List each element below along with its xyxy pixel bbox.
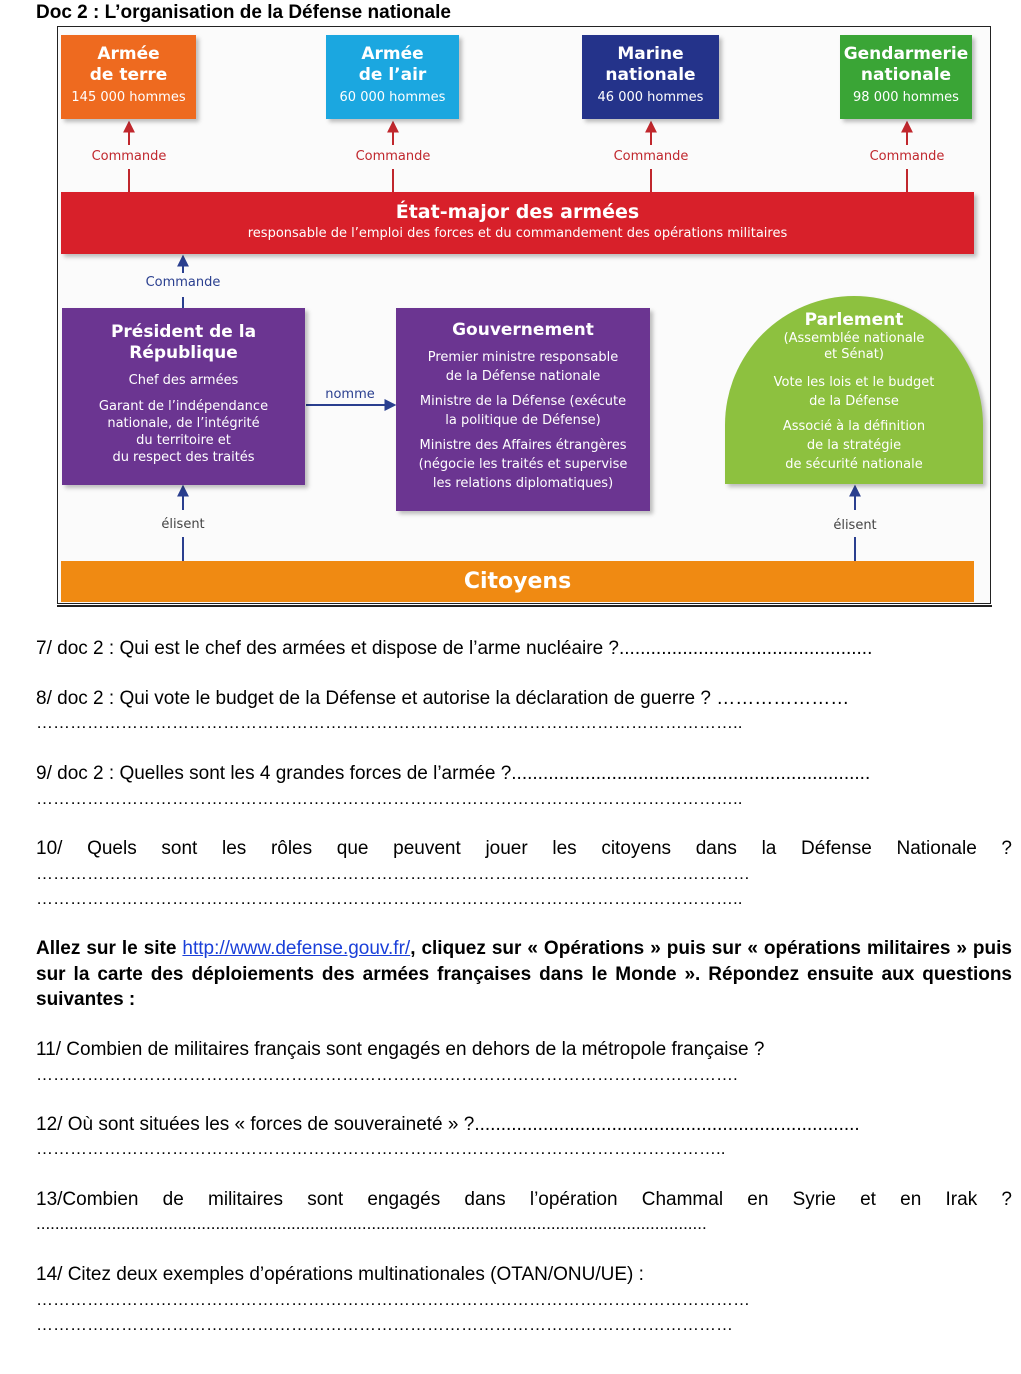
citizens-banner — [61, 561, 974, 602]
question-12 — [36, 1112, 1012, 1137]
question-9-answer-line: …………………………………………………………………………………………………………….. — [36, 789, 743, 808]
question-13-answer-line: .............................................................................................................................................. — [36, 1214, 707, 1233]
government-prime-minister: Premier ministre responsable de la Défense nationale — [427, 350, 619, 384]
force-air-count: 60 000 hommes — [339, 90, 446, 105]
parliament-strategy: Associé à la définition de la stratégie de sécurité nationale — [782, 419, 926, 472]
president-role-guarantor: Garant de l’indépendance nationale, de l’intégrité du territoire et du respect des traités — [98, 399, 269, 465]
question-14-answer-line-1: ……………………………………………………………………………………………………………… — [36, 1290, 750, 1309]
question-12-answer-line: ………………………………………………………………………………………………………….. — [36, 1139, 726, 1158]
question-9-text: 9/ doc 2 : Quelles sont les 4 grandes forces de l’armée ? — [36, 763, 512, 784]
force-army-name: Armée de terre — [89, 44, 168, 85]
question-14-text: 14/ Citez deux exemples d’opérations multinationales (OTAN/ONU/UE) : — [36, 1264, 644, 1285]
instructions-paragraph — [36, 936, 1012, 1013]
force-navy-name: Marine nationale — [605, 44, 696, 85]
question-10-answer-line-2: …………………………………………………………………………………………………………….. — [36, 889, 743, 908]
question-13-text: 13/Combien de militaires sont engagés dans l’opération Chammal en Syrie et en Irak ? — [36, 1189, 1012, 1210]
commande-label-navy: Commande — [613, 149, 689, 164]
elisent-label-president: élisent — [161, 517, 205, 532]
question-9 — [36, 761, 1012, 786]
parliament-budget: Vote les lois et le budget de la Défense — [773, 375, 935, 409]
question-11-text: 11/ Combien de militaires français sont engagés en dehors de la métropole française ? — [36, 1039, 765, 1060]
question-10-answer-line-1: ……………………………………………………………………………………………………………… — [36, 864, 750, 883]
government-defense-minister: Ministre de la Défense (exécute la politique de Défense) — [419, 394, 627, 428]
question-12-text: 12/ Où sont situées les « forces de souveraineté » ? — [36, 1114, 475, 1135]
document-title: Doc 2 : L’organisation de la Défense nationale — [36, 2, 451, 23]
staff-subtitle: responsable de l’emploi des forces et du commandement des opérations militaires — [247, 226, 788, 241]
commande-label-army: Commande — [91, 149, 167, 164]
parliament-title: Parlement — [804, 310, 904, 330]
force-navy-count: 46 000 hommes — [597, 90, 704, 105]
commande-label-president: Commande — [145, 275, 221, 290]
citizens-label: Citoyens — [463, 569, 572, 594]
question-8-answer-line: …………………………………………………………………………………………………………….. — [36, 713, 743, 732]
force-gendarmerie-box — [840, 35, 972, 119]
president-role-chief: Chef des armées — [128, 373, 239, 388]
question-12-dots: ......................................................................... — [474, 1114, 860, 1135]
instructions-intro: Allez sur le site — [36, 938, 183, 959]
staff-banner — [61, 192, 974, 254]
government-foreign-minister: Ministre des Affaires étrangères (négocie les traités et supervise les relations diplomatiques) — [418, 438, 628, 491]
question-10-text: 10/ Quels sont les rôles que peuvent jouer les citoyens dans la Défense Nationale ? — [36, 838, 1012, 859]
nomme-label: nomme — [325, 387, 375, 402]
parliament-subtitle: (Assemblée nationale et Sénat) — [783, 331, 925, 362]
staff-title: État-major des armées — [395, 201, 640, 223]
president-box — [62, 308, 305, 485]
elisent-label-parliament: élisent — [833, 518, 877, 533]
government-title: Gouvernement — [452, 320, 594, 340]
instructions-rest: , cliquez sur « Opérations » puis sur « opérations militaires » puis sur la carte des déploiements des armées françaises dans le Monde ». Répondez ensuite aux questions suivantes : — [36, 938, 1012, 1010]
question-7-text: 7/ doc 2 : Qui est le chef des armées et dispose de l’arme nucléaire ? — [36, 638, 619, 659]
force-air-name: Armée de l’air — [358, 44, 427, 85]
defense-site-link[interactable]: http://www.defense.gouv.fr/ — [182, 938, 411, 959]
question-14-answer-line-2: …………………………………………………………………………………………………………… — [36, 1315, 733, 1334]
parliament-box — [725, 296, 983, 484]
divider-line — [57, 605, 992, 607]
force-gendarmerie-name: Gendarmerie nationale — [843, 44, 969, 85]
force-army-count: 145 000 hommes — [71, 90, 186, 105]
force-air-box — [326, 35, 459, 119]
question-7 — [36, 636, 1012, 661]
diagram-frame — [57, 26, 991, 604]
force-gendarmerie-count: 98 000 hommes — [853, 90, 959, 105]
question-8-text: 8/ doc 2 : Qui vote le budget de la Défense et autorise la déclaration de guerre ? ………………… — [36, 688, 850, 709]
commande-label-gendarmerie: Commande — [869, 149, 945, 164]
force-army-box — [61, 35, 196, 119]
commande-label-air: Commande — [355, 149, 431, 164]
question-7-dots: ................................................ — [618, 638, 873, 659]
force-navy-box — [582, 35, 719, 119]
question-11-answer-line: ……………………………………………………………………………………………………………. — [36, 1065, 738, 1084]
government-box — [396, 308, 650, 511]
president-title: Président de la République — [110, 322, 257, 363]
question-9-dots: .................................................................... — [511, 763, 871, 784]
